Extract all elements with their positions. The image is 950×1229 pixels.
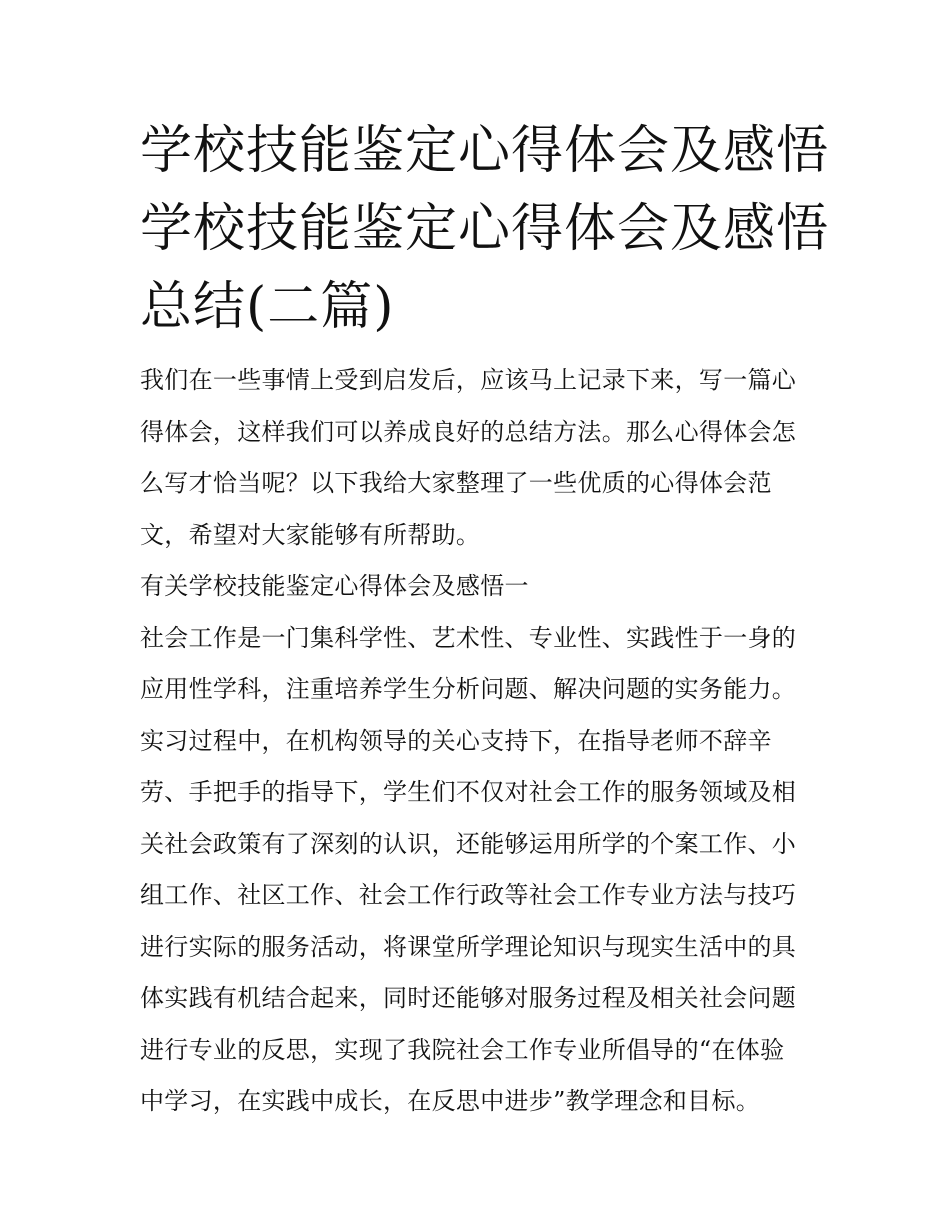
section-heading: 有关学校技能鉴定心得体会及感悟一 [140, 572, 529, 600]
section-paragraph-line: 进行专业的反思，实现了我院社会工作专业所倡导的“在体验 [140, 1035, 785, 1064]
intro-paragraph-line: 文，希望对大家能够有所帮助。 [140, 520, 481, 549]
section-paragraph-line: 中学习，在实践中成长，在反思中进步”教学理念和目标。 [140, 1087, 761, 1115]
document-body [140, 355, 830, 1128]
title-line: 学校技能鉴定心得体会及感悟 [140, 121, 830, 181]
intro-paragraph-line: 得体会，这样我们可以养成良好的总结方法。那么心得体会怎 [140, 417, 797, 446]
intro-paragraph-line: 我们在一些事情上受到启发后，应该马上记录下来，写一篇心 [140, 366, 797, 394]
section-paragraph-line: 社会工作是一门集科学性、艺术性、专业性、实践性于一身的 [140, 623, 797, 652]
title-line: 总结(二篇) [140, 277, 395, 337]
section-paragraph-line: 进行实际的服务活动，将课堂所学理论知识与现实生活中的具 [140, 932, 797, 961]
title-line: 学校技能鉴定心得体会及感悟 [140, 199, 830, 259]
document-title [140, 112, 830, 346]
section-paragraph-line: 关社会政策有了深刻的认识，还能够运用所学的个案工作、小 [140, 829, 797, 858]
section-paragraph-line: 体实践有机结合起来，同时还能够对服务过程及相关社会问题 [140, 984, 797, 1012]
section-paragraph-line: 组工作、社区工作、社会工作行政等社会工作专业方法与技巧 [140, 881, 797, 909]
section-paragraph-line: 劳、手把手的指导下，学生们不仅对社会工作的服务领域及相 [140, 778, 797, 806]
section-paragraph-line: 应用性学科，注重培养学生分析问题、解决问题的实务能力。 [140, 675, 797, 703]
intro-paragraph-line: 么写才恰当呢？以下我给大家整理了一些优质的心得体会范 [140, 469, 772, 497]
section-paragraph-line: 实习过程中，在机构领导的关心支持下，在指导老师不辞辛 [140, 726, 772, 755]
